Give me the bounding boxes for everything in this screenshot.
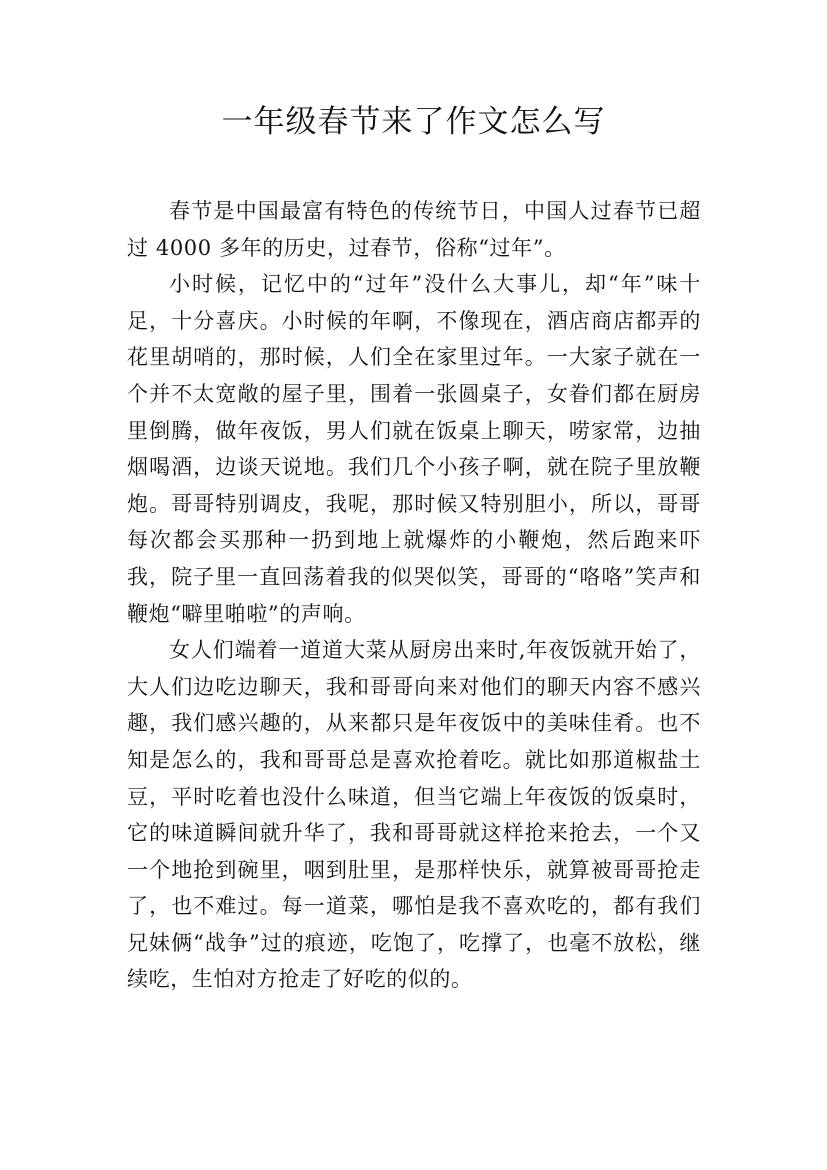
paragraph-2: 小时候，记忆中的“过年”没什么大事儿，却“年”味十足，十分喜庆。小时候的年啊，不像现在，酒店商店都弄的花里胡哨的，那时候，人们全在家里过年。一大家子就在一个并不太宽敞的屋子里，围着一张圆桌子，女眷们都在厨房里倒腾，做年夜饭，男人们就在饭桌上聊天，唠家常，边抽烟喝酒，边谈天说地。我们几个小孩子啊，就在院子里放鞭炮。哥哥特别调皮，我呢，那时候又特别胆小，所以，哥哥每次都会买那种一扔到地上就爆炸的小鞭炮，然后跑来吓我，院子里一直回荡着我的似哭似笑，哥哥的“咯咯”笑声和鞭炮“噼里啪啦”的声响。: [127, 272, 701, 626]
document-body: [127, 193, 701, 998]
paragraph-3: 女人们端着一道道大菜从厨房出来时,年夜饭就开始了，大人们边吃边聊天，我和哥哥向来对他们的聊天内容不感兴趣，我们感兴趣的，从来都只是年夜饭中的美味佳肴。也不知是怎么的，我和哥哥总是喜欢抢着吃。就比如那道椒盐土豆，平时吃着也没什么味道，但当它端上年夜饭的饭桌时，它的味道瞬间就升华了，我和哥哥就这样抢来抢去，一个又一个地抢到碗里，咽到肚里，是那样快乐，就算被哥哥抢走了，也不难过。每一道菜，哪怕是我不喜欢吃的，都有我们兄妹俩“战争”过的痕迹，吃饱了，吃撑了，也毫不放松，继续吃，生怕对方抢走了好吃的似的。: [127, 638, 701, 992]
paragraph-1: 春节是中国最富有特色的传统节日，中国人过春节已超过 4000 多年的历史，过春节，俗称“过年”。: [127, 199, 701, 260]
document-title: 一年级春节来了作文怎么写: [221, 104, 606, 140]
